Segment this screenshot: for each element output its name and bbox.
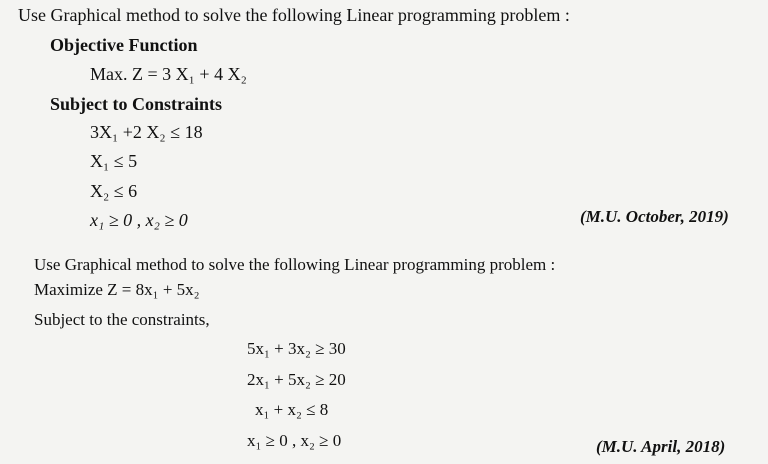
constraints-heading-2: Subject to the constraints, <box>34 310 210 329</box>
constraint-4: x₁ ≥ 0 , x₂ ≥ 0 <box>90 210 188 230</box>
objective-function: Max. Z = 3 X₁ + 4 X₂ <box>90 64 247 84</box>
constraint-2-3: x₁ + x₂ ≤ 8 <box>255 400 329 419</box>
constraint-3: X₂ ≤ 6 <box>90 181 138 201</box>
problem-2-intro: Use Graphical method to solve the following Linear programming problem : <box>34 255 556 274</box>
source-citation-1: (M.U. October, 2019) <box>580 207 729 226</box>
constraint-2-2: 2x₁ + 5x₂ ≥ 20 <box>247 370 346 389</box>
constraint-2: X₁ ≤ 5 <box>90 151 138 171</box>
objective-heading: Objective Function <box>50 35 198 55</box>
source-citation-2: (M.U. April, 2018) <box>596 437 726 456</box>
constraint-1: 3X₁ +2 X₂ ≤ 18 <box>90 122 203 142</box>
constraint-2-4: x₁ ≥ 0 , x₂ ≥ 0 <box>247 431 342 450</box>
constraint-2-1: 5x₁ + 3x₂ ≥ 30 <box>247 339 346 358</box>
problem-1-intro: Use Graphical method to solve the following Linear programming problem : <box>18 5 570 25</box>
constraints-heading: Subject to Constraints <box>50 94 223 114</box>
objective-function-2: Maximize Z = 8x₁ + 5x₂ <box>34 280 200 299</box>
